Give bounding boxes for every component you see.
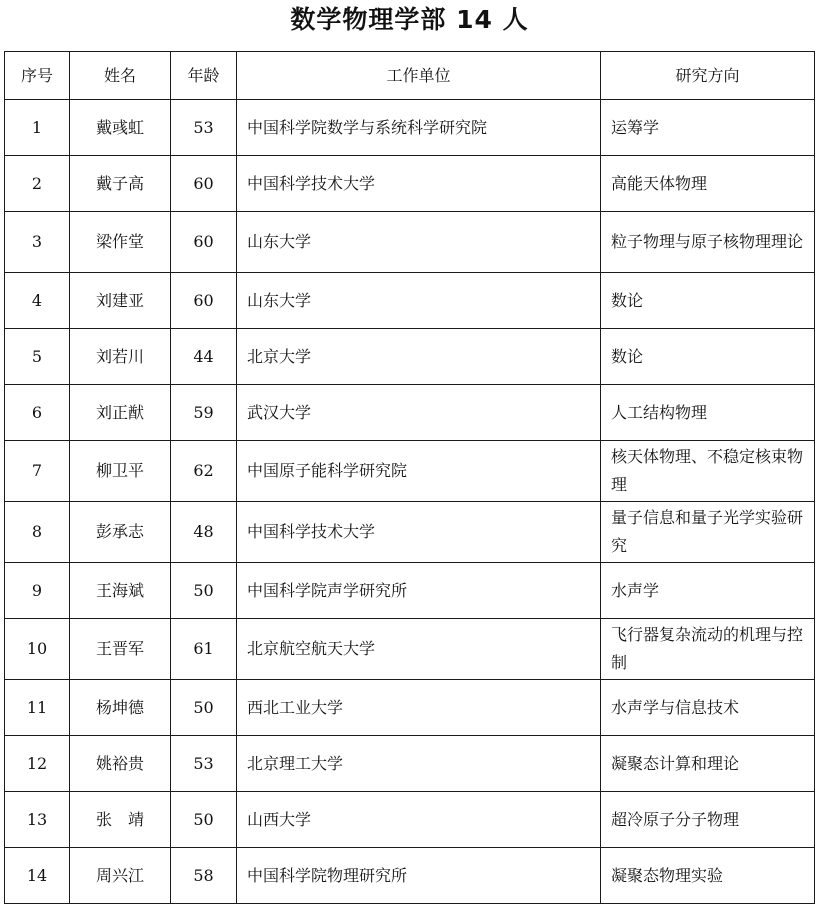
cell-field: 超冷原子分子物理 [601,792,815,848]
table-header-row [5,52,815,100]
cell-age: 60 [171,156,237,212]
table-row [5,273,815,329]
cell-index: 7 [5,441,70,502]
cell-index: 8 [5,502,70,563]
cell-field: 粒子物理与原子核物理理论 [601,212,815,273]
header-unit: 工作单位 [237,52,601,100]
cell-field: 核天体物理、不稳定核束物理 [601,441,815,502]
cell-age: 58 [171,848,237,904]
cell-index: 3 [5,212,70,273]
cell-unit: 北京大学 [237,329,601,385]
cell-name: 周兴江 [70,848,171,904]
cell-index: 11 [5,680,70,736]
table-row [5,156,815,212]
cell-name: 彭承志 [70,502,171,563]
cell-unit: 武汉大学 [237,385,601,441]
cell-name: 张 靖 [70,792,171,848]
cell-age: 50 [171,563,237,619]
cell-name: 王海斌 [70,563,171,619]
cell-age: 60 [171,212,237,273]
cell-name: 戴彧虹 [70,100,171,156]
cell-index: 6 [5,385,70,441]
cell-name: 姚裕贵 [70,736,171,792]
cell-index: 2 [5,156,70,212]
cell-index: 14 [5,848,70,904]
cell-field: 水声学 [601,563,815,619]
member-table [4,51,815,904]
table-row [5,385,815,441]
table-row [5,680,815,736]
cell-field: 凝聚态物理实验 [601,848,815,904]
cell-age: 50 [171,680,237,736]
cell-name: 杨坤德 [70,680,171,736]
cell-index: 12 [5,736,70,792]
page-title: 数学物理学部 14 人 [290,5,529,34]
cell-unit: 山东大学 [237,273,601,329]
cell-field: 飞行器复杂流动的机理与控制 [601,619,815,680]
cell-index: 13 [5,792,70,848]
cell-unit: 中国科学院声学研究所 [237,563,601,619]
cell-field: 人工结构物理 [601,385,815,441]
cell-age: 59 [171,385,237,441]
cell-name: 刘若川 [70,329,171,385]
cell-age: 62 [171,441,237,502]
cell-unit: 北京理工大学 [237,736,601,792]
cell-name: 梁作堂 [70,212,171,273]
cell-field: 高能天体物理 [601,156,815,212]
table-row [5,212,815,273]
cell-unit: 中国科学院数学与系统科学研究院 [237,100,601,156]
table-row [5,736,815,792]
cell-age: 48 [171,502,237,563]
cell-unit: 中国科学技术大学 [237,156,601,212]
table-row [5,100,815,156]
cell-index: 4 [5,273,70,329]
cell-field: 数论 [601,329,815,385]
cell-index: 10 [5,619,70,680]
cell-field: 运筹学 [601,100,815,156]
cell-field: 量子信息和量子光学实验研究 [601,502,815,563]
cell-age: 53 [171,100,237,156]
cell-age: 60 [171,273,237,329]
cell-field: 凝聚态计算和理论 [601,736,815,792]
header-age: 年龄 [171,52,237,100]
cell-index: 9 [5,563,70,619]
cell-name: 刘建亚 [70,273,171,329]
cell-field: 水声学与信息技术 [601,680,815,736]
header-field: 研究方向 [601,52,815,100]
cell-unit: 西北工业大学 [237,680,601,736]
cell-unit: 山西大学 [237,792,601,848]
cell-age: 50 [171,792,237,848]
cell-index: 5 [5,329,70,385]
cell-field: 数论 [601,273,815,329]
cell-age: 61 [171,619,237,680]
cell-unit: 中国科学技术大学 [237,502,601,563]
cell-name: 刘正猷 [70,385,171,441]
cell-unit: 北京航空航天大学 [237,619,601,680]
cell-unit: 山东大学 [237,212,601,273]
cell-index: 1 [5,100,70,156]
header-name: 姓名 [70,52,171,100]
cell-age: 44 [171,329,237,385]
cell-unit: 中国原子能科学研究院 [237,441,601,502]
table-row [5,619,815,680]
table-row [5,848,815,904]
cell-name: 柳卫平 [70,441,171,502]
table-row [5,502,815,563]
cell-age: 53 [171,736,237,792]
header-index: 序号 [5,52,70,100]
table-row [5,563,815,619]
cell-unit: 中国科学院物理研究所 [237,848,601,904]
cell-name: 王晋军 [70,619,171,680]
table-row [5,792,815,848]
cell-name: 戴子高 [70,156,171,212]
table-row [5,441,815,502]
table-row [5,329,815,385]
